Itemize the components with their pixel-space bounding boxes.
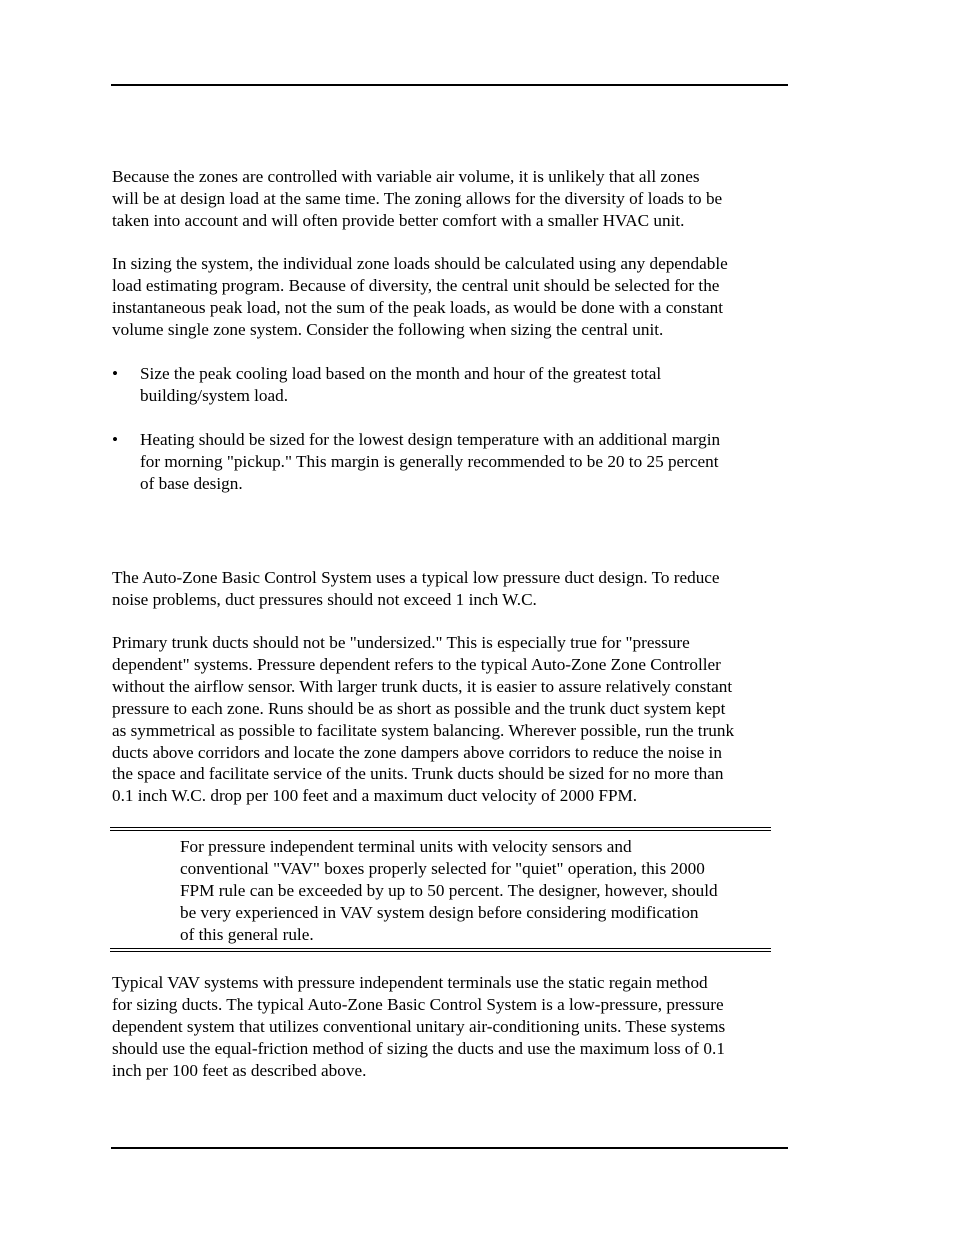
note-bottom-rule xyxy=(110,948,771,952)
paragraph-diversity: Because the zones are controlled with variable air volume, it is unlikely that all zones will be at design load at the same time. The zoning allows for the diversity of loads to be taken into account and will often provide better comfort with a smaller HVAC unit. xyxy=(112,167,723,230)
paragraph-static-regain: Typical VAV systems with pressure independent terminals use the static regain method for sizing ducts. The typical Auto-Zone Basic Control System is a low-pressure, pressure dependent system that utilizes conventional unitary air-conditioning units. These systems should use the equal-friction method of sizing the ducts and use the maximum loss of 0.1 inch per 100 feet as described above. xyxy=(112,973,726,1080)
note-top-rule xyxy=(110,827,771,831)
bullet-icon: • xyxy=(112,364,119,383)
header-rule xyxy=(111,84,788,86)
footer-rule xyxy=(111,1147,788,1149)
paragraph-trunk-ducts: Primary trunk ducts should not be "undersized." This is especially true for "pressure dependent" systems. Pressure dependent refers to the typical Auto-Zone Zone Controller without the airflow sensor. With larger trunk ducts, it is easier to assure relatively constant pressure to each zone. Runs should be as short as possible and the trunk duct system kept as symmetrical as possible to facilitate system balancing. Wherever possible, run the trunk ducts above corridors and locate the zone dampers above corridors to reduce the noise in the space and facilitate service of the units. Trunk ducts should be sized for no more than 0.1 inch W.C. drop per 100 feet and a maximum duct velocity of 2000 FPM. xyxy=(112,633,735,806)
paragraph-sizing: In sizing the system, the individual zone loads should be calculated using any dependable load estimating program. Because of diversity, the central unit should be selected for the instantaneous peak load, not the sum of the peak loads, as would be done with a constant volume single zone system. Consider the following when sizing the central unit. xyxy=(112,254,728,339)
paragraph-duct-design: The Auto-Zone Basic Control System uses a typical low pressure duct design. To reduce noise problems, duct pressures should not exceed 1 inch W.C. xyxy=(112,568,720,609)
note-text: For pressure independent terminal units with velocity sensors and conventional "VAV" boxes properly selected for "quiet" operation, this 2000 FPM rule can be exceeded by up to 50 percent. The designer, however, should be very experienced in VAV system design before considering modification of this general rule. xyxy=(180,837,718,944)
list-item-heating: Heating should be sized for the lowest design temperature with an additional margin for morning "pickup." This margin is generally recommended to be 20 to 25 percent of base design. xyxy=(140,430,721,493)
bullet-icon: • xyxy=(112,430,119,449)
list-item-cooling: Size the peak cooling load based on the month and hour of the greatest total building/system load. xyxy=(140,364,662,405)
